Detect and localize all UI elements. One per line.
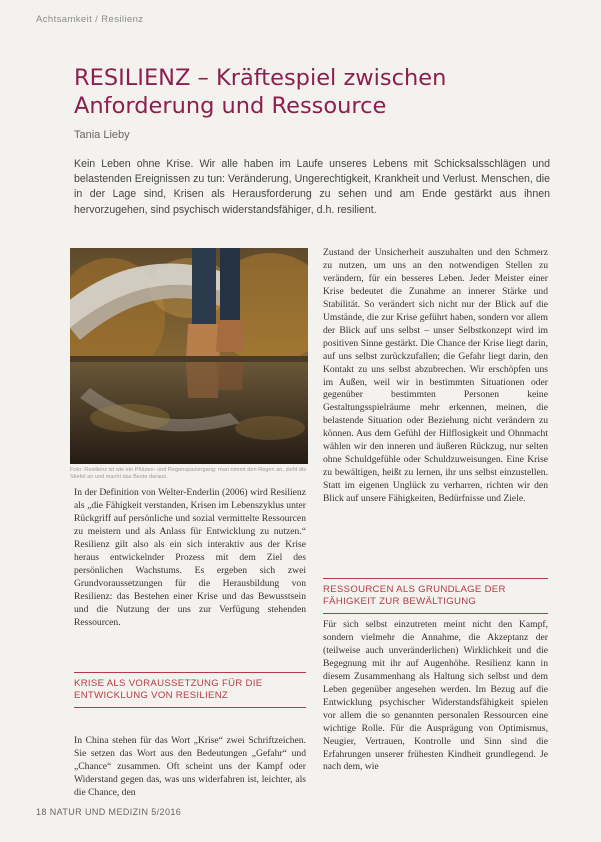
column1-paragraph: In der Definition von Welter-Enderlin (2006) wird Resilienz als „die Fähigkeit verstanden, Krisen im Lebenszyklus unter Rückgriff auf persönliche und sozial vermittelte Ressourcen zu meistern und als Anlass für Entwicklung zu nutzen.“ Resilienz gilt also als ein sich interaktiv aus der Krise heraus entwickelnder Prozess mit dem Ziel des persönlichen Wachstums. Es ergeben sich zwei Grundvoraussetzungen für die Herausbildung von Resilienz: das Bestehen einer Krise und das Bewusstsein und die Nutzung der uns zur Verfügung stehenden Ressourcen. [74,487,306,628]
section-heading-krise: KRISE ALS VORAUSSETZUNG FÜR DIE ENTWICKLUNG VON RESILIENZ [74,672,306,708]
page-footer-folio: 18 NATUR UND MEDIZIN 5/2016 [36,807,182,817]
article-author: Tania Lieby [74,129,130,141]
section-krise-paragraph: In China stehen für das Wort „Krise“ zwei Schriftzeichen. Sie setzen das Wort aus den Bedeutungen „Gefahr“ und „Chance“ zusammen. Oft scheint uns der Kampf oder Widerstand gegen das, was uns widerfahren ist, leichter, als die Chance, den [74,735,306,798]
article-photo [70,248,308,464]
rain-puddle-image [70,248,308,464]
photo-caption: Foto: Resilienz ist wie ein Pfützen- und Regenspaziergang: man nimmt den Regen an, zieht die Stiefel an und macht das Beste daraus. [70,467,307,481]
section-ressourcen-paragraph: Für sich selbst einzutreten meint nicht den Kampf, sondern vielmehr die Annahme, die Akzeptanz der (teilweise auch unveränderlichen) Wirklichkeit und die Begegnung mit ihr auf Augenhöhe. Resilienz kann in diesem Zusammenhang als Haltung sich selbst und dem Leben gegenüber angesehen werden. Im Bezug auf die Entwicklung psychischer Widerstandsfähigkeit spielen vor allem die so genannten personalen Ressourcen eine wichtige Rolle. Für die Ausprägung von Optimismus, Neugier, Vertrauen, Kontrolle und Sinn sind die Erfahrungen unserer frühesten Kindheit grundlegend. Je nach dem, wie [323,619,548,773]
section-rubric: Achtsamkeit / Resilienz [36,14,144,25]
article-title: RESILIENZ – Kräftespiel zwischen Anforderung und Ressource [74,65,447,119]
section-heading-ressourcen: RESSOURCEN ALS GRUNDLAGE DER FÄHIGKEIT ZUR BEWÄLTIGUNG [323,578,548,614]
column2-paragraph: Zustand der Unsicherheit auszuhalten und den Schmerz zu nutzen, um uns an den notwendigen Stellen zu verändern, für ein besseres Leben. Jeder Meister einer Krise bedeutet die Zunahme an innerer Stärke und Stabilität. So verändert sich nicht nur der Blick auf die Umstände, die zur Krise geführt haben, sondern vor allem der Blick auf uns selbst – unser Selbstkonzept wird im positiven Sinne gestärkt. Die Chance der Krise liegt darin, auf uns selbst zurückzufallen; die Gefahr liegt darin, den Kontakt zu uns selbst abzubrechen. Wir erschöpfen uns im Außen, weil wir in bestimmten Situationen oder gegenüber bestimmten Personen keine Gestaltungsspielräume mehr erkennen, meinen, die belastende Situation oder Beziehung nicht verändern zu können. Aus dem Gefühl der Hilflosigkeit und Ohnmacht wählen wir den inneren und äußeren Rückzug, nur selten ohne Schuldgefühle oder Schuldzuweisungen. Eine Krise zu bewältigen, heißt zu lernen, ihr uns selbst einzustellen. Statt im eigenen Unglück zu verharren, richten wir den Blick auf unsere Fähigkeiten, Bedürfnisse und Ziele. [323,247,548,505]
article-lead: Kein Leben ohne Krise. Wir alle haben im Laufe unseres Lebens mit Schicksalsschlägen und belastenden Ereignissen zu tun: Veränderung, Ungerechtigkeit, Krankheit und Verlust. Menschen, die in der Lage sind, Krisen als Herausforderung zu sehen und am Ende gestärkt aus ihnen hervorzugehen, sind psychisch widerstandsfähiger, d.h. resilient. [74,158,550,216]
